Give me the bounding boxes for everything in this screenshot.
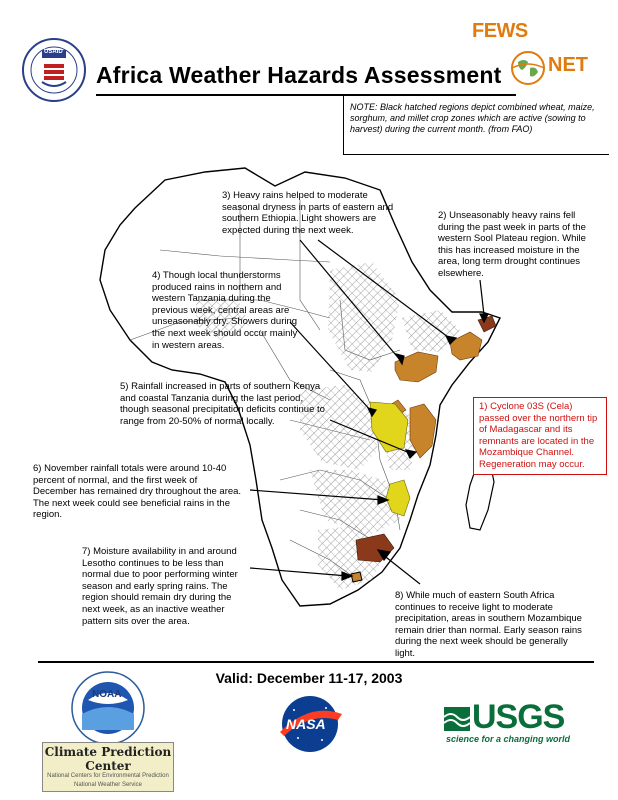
annotation-6: 6) November rainfall totals were around 10-40 percent of normal, and the first week of December has remained dry throughout the area. The next week could see beneficial rains in the region. (33, 463, 242, 521)
valid-dates: Valid: December 11-17, 2003 (215, 670, 403, 686)
usgs-wave-icon (442, 701, 472, 733)
usgs-wordmark: USGS (472, 698, 565, 736)
dry-area-lesotho (351, 572, 362, 582)
usaid-label: USAID (44, 49, 63, 55)
noaa-label: NOAA (92, 689, 122, 700)
annotation-1-cyclone: 1) Cyclone 03S (Cela) passed over the northern tip of Madagascar and its remnants are located in the Mozambique Channel. Regeneration may occur. (473, 397, 607, 475)
cpc-badge (42, 742, 174, 792)
usgs-logo (442, 700, 570, 744)
annotation-3: 3) Heavy rains helped to moderate seasonal dryness in parts of eastern and southern Ethiopia. Light showers are expected during the next week. (222, 190, 394, 236)
nasa-label: NASA (286, 716, 326, 732)
annotation-8: 8) While much of eastern South Africa continues to receive light to moderate precipitation, areas in southern Mozambique remain drier than normal. Early season rains during the next week should be generally light. (395, 590, 582, 659)
note-text: Black hatched regions depict combined wheat, maize, sorghum, and millet crop zones which are active (sowing to harvest) during the current month. (from FAO) (350, 102, 595, 134)
noaa-logo (70, 670, 146, 746)
page-title: Africa Weather Hazards Assessment (96, 62, 502, 88)
cpc-sub2: National Weather Service (74, 782, 142, 788)
cpc-sub1: National Centers for Environmental Prediction (47, 773, 169, 779)
annotation-7: 7) Moisture availability in and around Lesotho continues to be less than normal due to poor performing winter season and early spring rains. The region should remain dry during the next week, as an inactive weather pattern sits over the area. (82, 546, 238, 627)
fews-logo-bottom: NET (548, 54, 588, 76)
note-label: NOTE: (350, 102, 378, 112)
nasa-logo (272, 692, 348, 756)
usgs-tagline: science for a changing world (446, 734, 571, 744)
cpc-name: Climate Prediction Center (44, 745, 172, 773)
fews-logo-top: FEWS (472, 20, 528, 42)
annotation-2: 2) Unseasonably heavy rains fell during the past week in parts of the western Sool Plateau region. While this has increased moisture in the area, long term drought continues elsewhere. (438, 210, 586, 279)
footer-rule (38, 661, 594, 663)
annotation-5: 5) Rainfall increased in parts of southern Kenya and coastal Tanzania during the last period, though seasonal precipitation deficits continue to range from 20-50% of normal locally. (120, 381, 325, 427)
annotation-4: 4) Though local thunderstorms produced rains in northern and western Tanzania during the previous week, central areas are unseasonably dry. Showers during the next week should occur mainly in western areas. (152, 270, 298, 351)
